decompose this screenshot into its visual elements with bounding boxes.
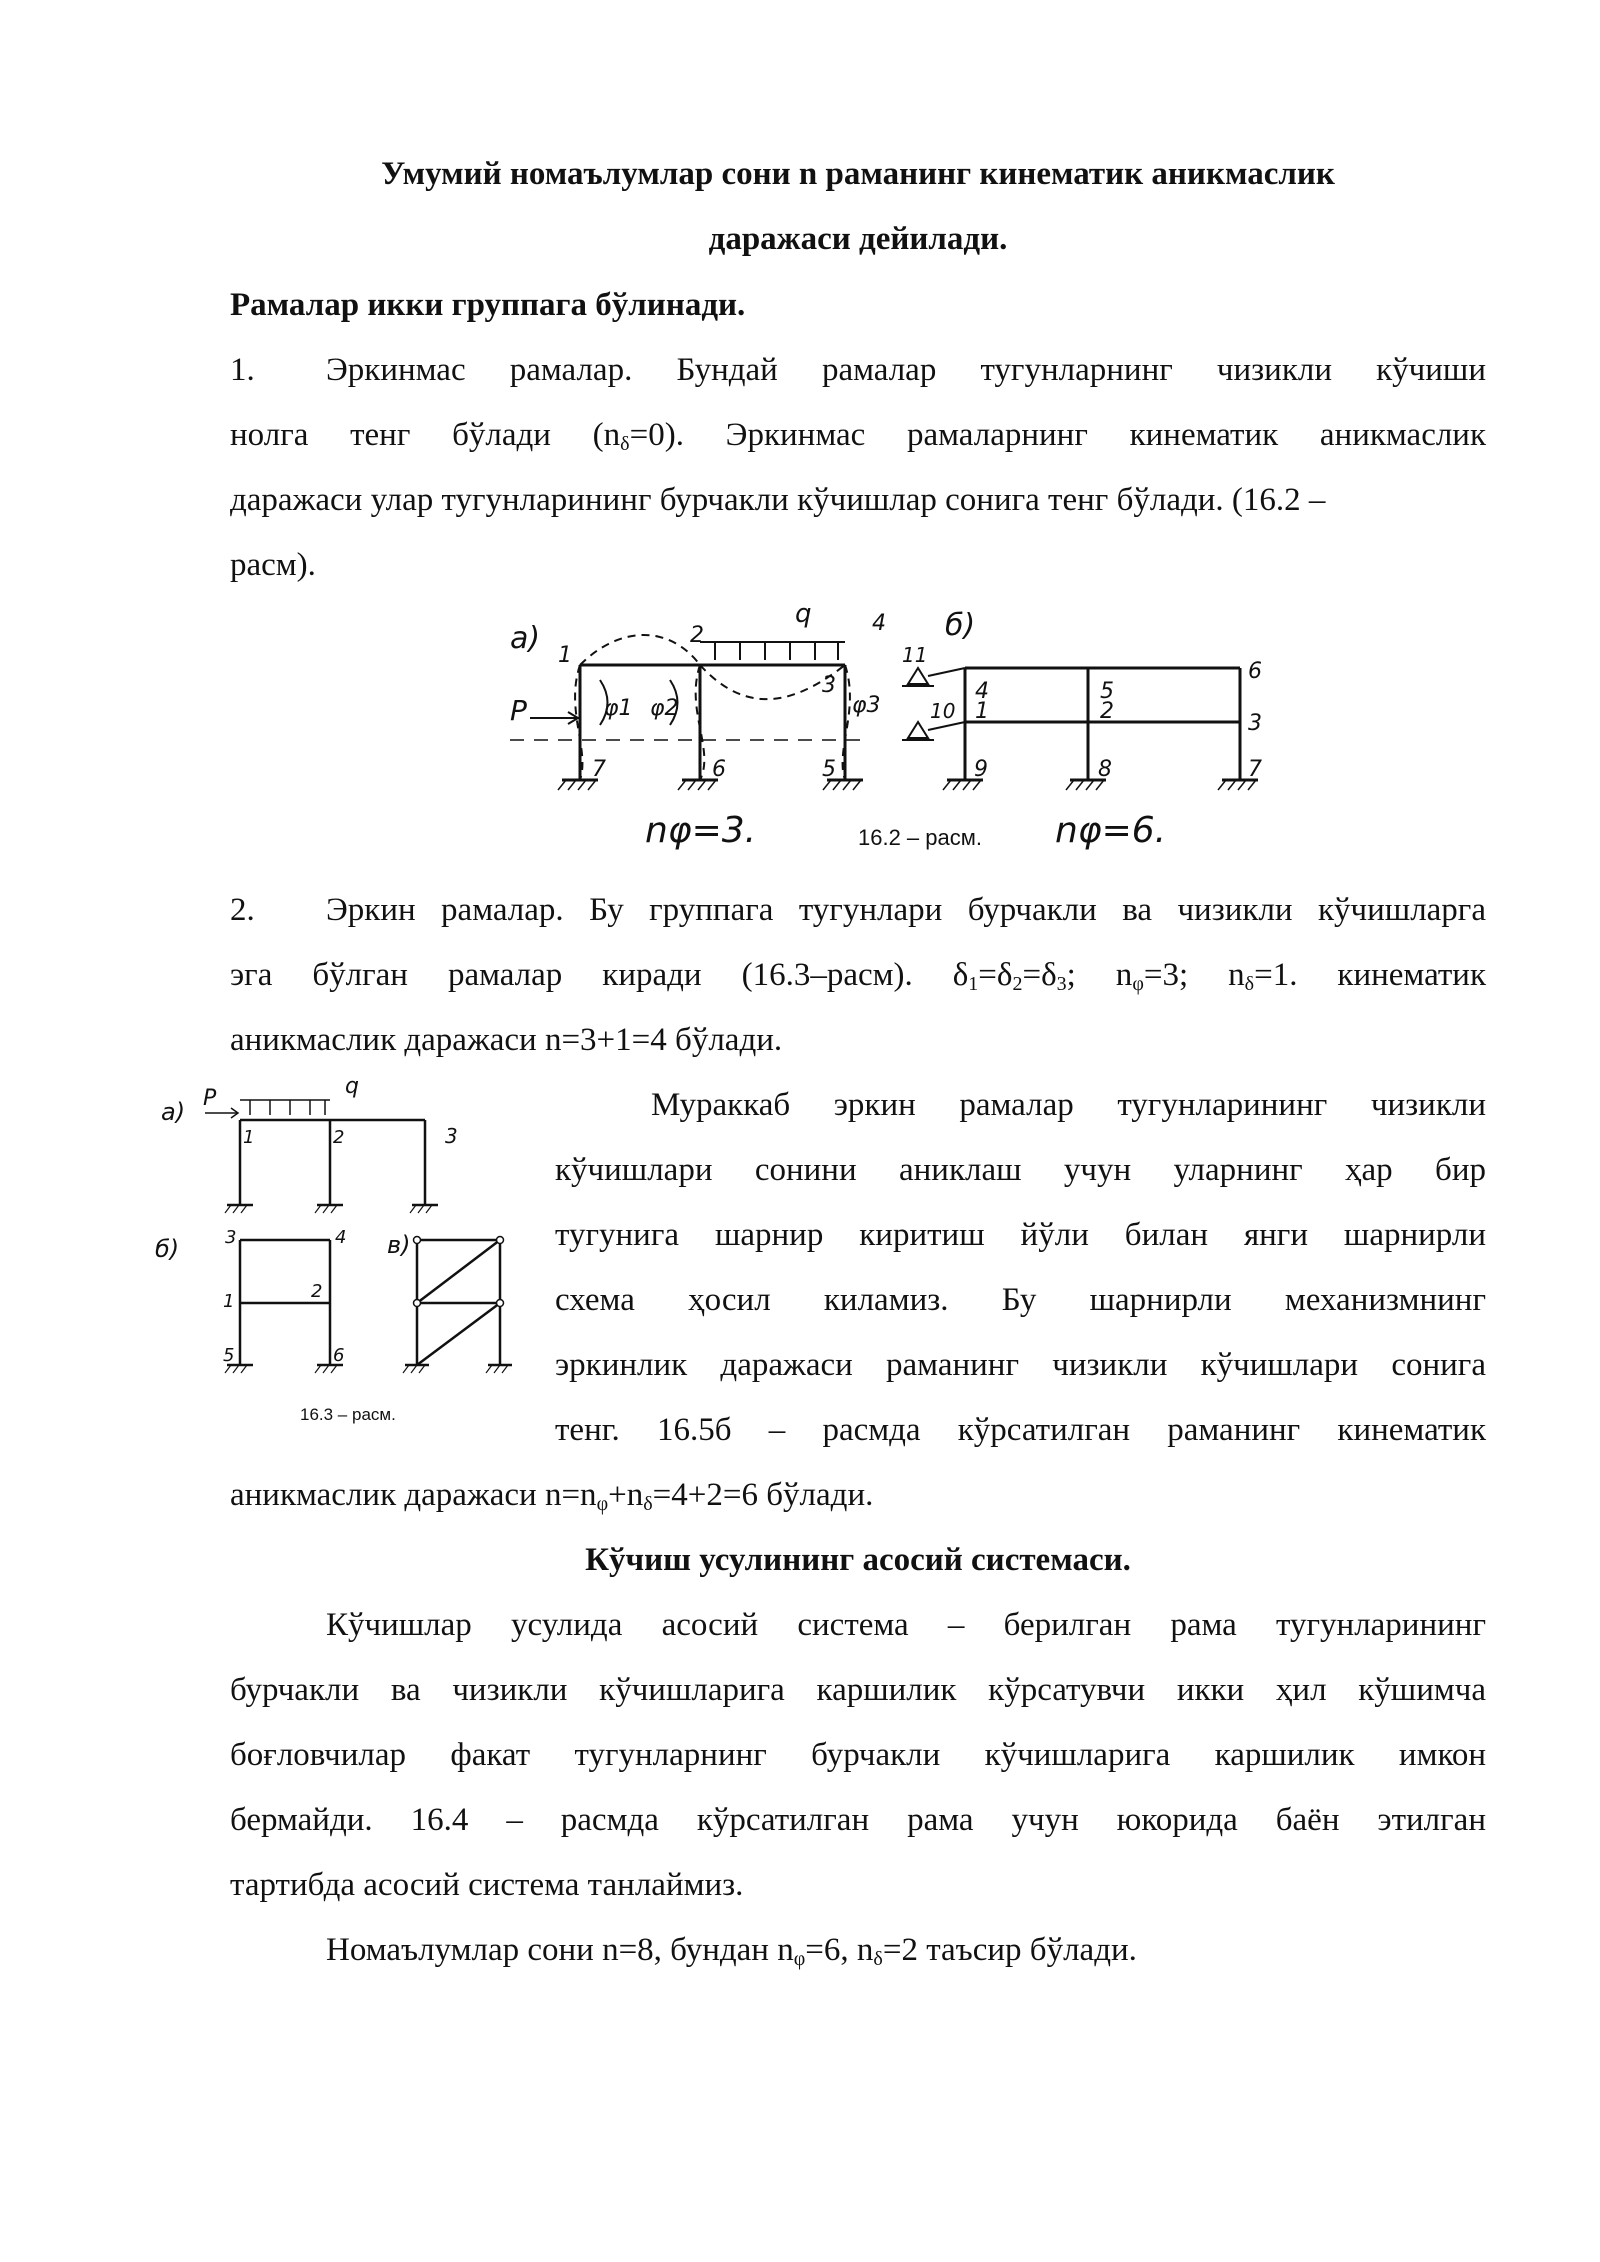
item2-line-1 <box>230 890 1486 930</box>
last-text-c: =2 таъсир бўлади. <box>882 1932 1137 1968</box>
fig16-3-label-a: а) <box>161 1098 186 1126</box>
complex-line-7 <box>230 1475 1486 1515</box>
main-line-2: бурчакли ва чизикли кўчишларига каршилик кўрсатувчи икки ҳил кўшимча <box>230 1672 1486 1708</box>
fig16-2-node: 3 <box>1248 711 1262 736</box>
figure-16-3 <box>155 1075 525 1430</box>
fig16-3-node: 3 <box>445 1124 458 1148</box>
fig16-2-label-b: б) <box>945 608 976 643</box>
item2-sub-4: φ <box>1132 973 1144 995</box>
item1-line-4: расм). <box>230 547 316 583</box>
fig16-3-node: 1 <box>223 1291 235 1312</box>
item1-text-2b: =0). Эркинмас рамаларнинг кинематик аникмаслик <box>629 417 1486 453</box>
item1-line-2 <box>230 415 1486 455</box>
fig16-2-node: 5 <box>1100 679 1114 704</box>
item2-sub-5: δ <box>1244 973 1255 995</box>
fig16-3-node: 3 <box>225 1227 237 1248</box>
fig16-2-node: 4 <box>975 679 989 704</box>
main-line-5: тартибда асосий система танлаймиз. <box>230 1867 744 1903</box>
fig16-3-node: 5 <box>223 1345 235 1366</box>
fig16-3-node: 2 <box>311 1281 323 1302</box>
fig16-3-label-v: в) <box>387 1231 411 1259</box>
fig16-2-node: 7 <box>1248 757 1262 782</box>
fig16-2-node: 6 <box>1248 659 1262 684</box>
fig16-3-node: 2 <box>333 1127 345 1148</box>
item1-text-1: Эркинмас рамалар. Бундай рамалар тугунларнинг чизикли кўчиши <box>326 352 1486 388</box>
main-line-4: бермайди. 16.4 – расмда кўрсатилган рама учун юкорида баён этилган <box>230 1802 1486 1838</box>
heading-line-1: Умумий номаълумлар сони n раманинг кинематик аникмаслик <box>381 156 1335 192</box>
fig16-3-node: 1 <box>243 1127 255 1148</box>
item1-number: 1. <box>230 352 255 388</box>
complex-line-5: эркинлик даражаси раманинг чизикли кўчишлари сонига <box>555 1347 1486 1383</box>
item2-line-2 <box>230 955 1486 995</box>
fig16-2-label-a: а) <box>510 621 541 656</box>
complex-text-a: аникмаслик даражаси n=n <box>230 1477 597 1513</box>
item2-sub-1: 1 <box>968 973 979 995</box>
figure-16-2 <box>500 600 1280 865</box>
fig16-3-force-p: P <box>203 1086 217 1111</box>
item2-text-c: =δ <box>1022 957 1057 993</box>
complex-text-c: =4+2=6 бўлади. <box>652 1477 874 1513</box>
item2-sub-3: 3 <box>1056 973 1067 995</box>
last-sub-2: δ <box>873 1948 883 1970</box>
fig16-2-node: 2 <box>1100 699 1114 724</box>
last-line <box>230 1930 1582 1970</box>
complex-text-b: +n <box>608 1477 644 1513</box>
item2-text-a: эга бўлган рамалар киради (16.3–расм). δ <box>230 957 969 993</box>
fig16-3-label-b: б) <box>155 1235 180 1263</box>
item2-line-3: аникмаслик даражаси n=3+1=4 бўлади. <box>230 1022 783 1058</box>
item1-text-2a: нолга тенг бўлади (n <box>230 417 621 453</box>
fig16-2-node: 6 <box>712 757 726 782</box>
complex-sub-2: δ <box>643 1493 653 1515</box>
fig16-2-node: 7 <box>592 757 606 782</box>
item2-text-f: =1. кинематик <box>1254 957 1487 993</box>
fig16-2-load-q: q <box>795 600 812 629</box>
heading-line-2: даражаси дейилади. <box>708 221 1008 257</box>
complex-line-2: кўчишлари сонини аниклаш учун уларнинг ҳар бир <box>555 1152 1486 1188</box>
fig16-3-node: 4 <box>335 1227 347 1248</box>
last-sub-1: φ <box>793 1948 806 1970</box>
item2-text-e: =3; n <box>1143 957 1245 993</box>
complex-line-1: Мураккаб эркин рамалар тугунларининг чизикли <box>651 1087 1486 1123</box>
item1-line-3: даражаси улар тугунларининг бурчакли кўчишлар сонига тенг бўлади. (16.2 – <box>230 482 1326 518</box>
fig16-3-caption: 16.3 – расм. <box>300 1405 396 1424</box>
fig16-2-caption: 16.2 – расм. <box>858 825 982 850</box>
fig16-2-result-b: nφ=6. <box>1055 810 1167 851</box>
item1-line-1 <box>230 350 1486 390</box>
fig16-2-node: 5 <box>822 757 836 782</box>
complex-line-4: схема ҳосил киламиз. Бу шарнирли механизмнинг <box>555 1282 1486 1318</box>
item2-text-d: ; n <box>1066 957 1133 993</box>
last-text-a: Номаълумлар сони n=8, бундан n <box>326 1932 794 1968</box>
fig16-2-node: 10 <box>930 699 956 723</box>
fig16-2-result-a: nφ=3. <box>645 810 757 851</box>
fig16-2-phi2: φ2 <box>650 696 679 721</box>
main-line-1: Кўчишлар усулида асосий система – берилган рама тугунларининг <box>326 1607 1486 1643</box>
item2-text-b: =δ <box>978 957 1013 993</box>
groups-title: Рамалар икки группага бўлинади. <box>230 287 746 323</box>
complex-sub-1: φ <box>596 1493 609 1515</box>
main-line-3: боғловчилар факат тугунларнинг бурчакли кўчишларига каршилик имкон <box>230 1737 1486 1773</box>
last-text-b: =6, n <box>805 1932 874 1968</box>
fig16-3-node: 6 <box>333 1345 345 1366</box>
item1-sub: δ <box>620 433 630 455</box>
item2-number: 2. <box>230 892 255 928</box>
fig16-2-force-p: P <box>510 694 527 727</box>
fig16-2-node: 1 <box>975 699 989 724</box>
fig16-2-node: 1 <box>558 643 572 668</box>
fig16-2-node: 8 <box>1098 757 1112 782</box>
complex-line-6: тенг. 16.5б – расмда кўрсатилган раманинг кинематик <box>555 1412 1486 1448</box>
fig16-2-phi3: φ3 <box>852 693 881 718</box>
item2-text-1: Эркин рамалар. Бу группага тугунлари бурчакли ва чизикли кўчишларга <box>326 892 1486 928</box>
fig16-2-node: 3 <box>822 673 836 698</box>
fig16-2-node: 2 <box>690 623 704 648</box>
fig16-2-node: 4 <box>872 611 886 636</box>
complex-line-3: тугунига шарнир киритиш йўли билан янги шарнирли <box>555 1217 1486 1253</box>
section-title: Кўчиш усулининг асосий системаси. <box>585 1542 1131 1578</box>
fig16-3-load-q: q <box>345 1075 359 1099</box>
item2-sub-2: 2 <box>1012 973 1023 995</box>
fig16-2-node: 9 <box>974 757 988 782</box>
fig16-2-phi1: φ1 <box>604 696 633 721</box>
fig16-2-node: 11 <box>902 643 928 667</box>
